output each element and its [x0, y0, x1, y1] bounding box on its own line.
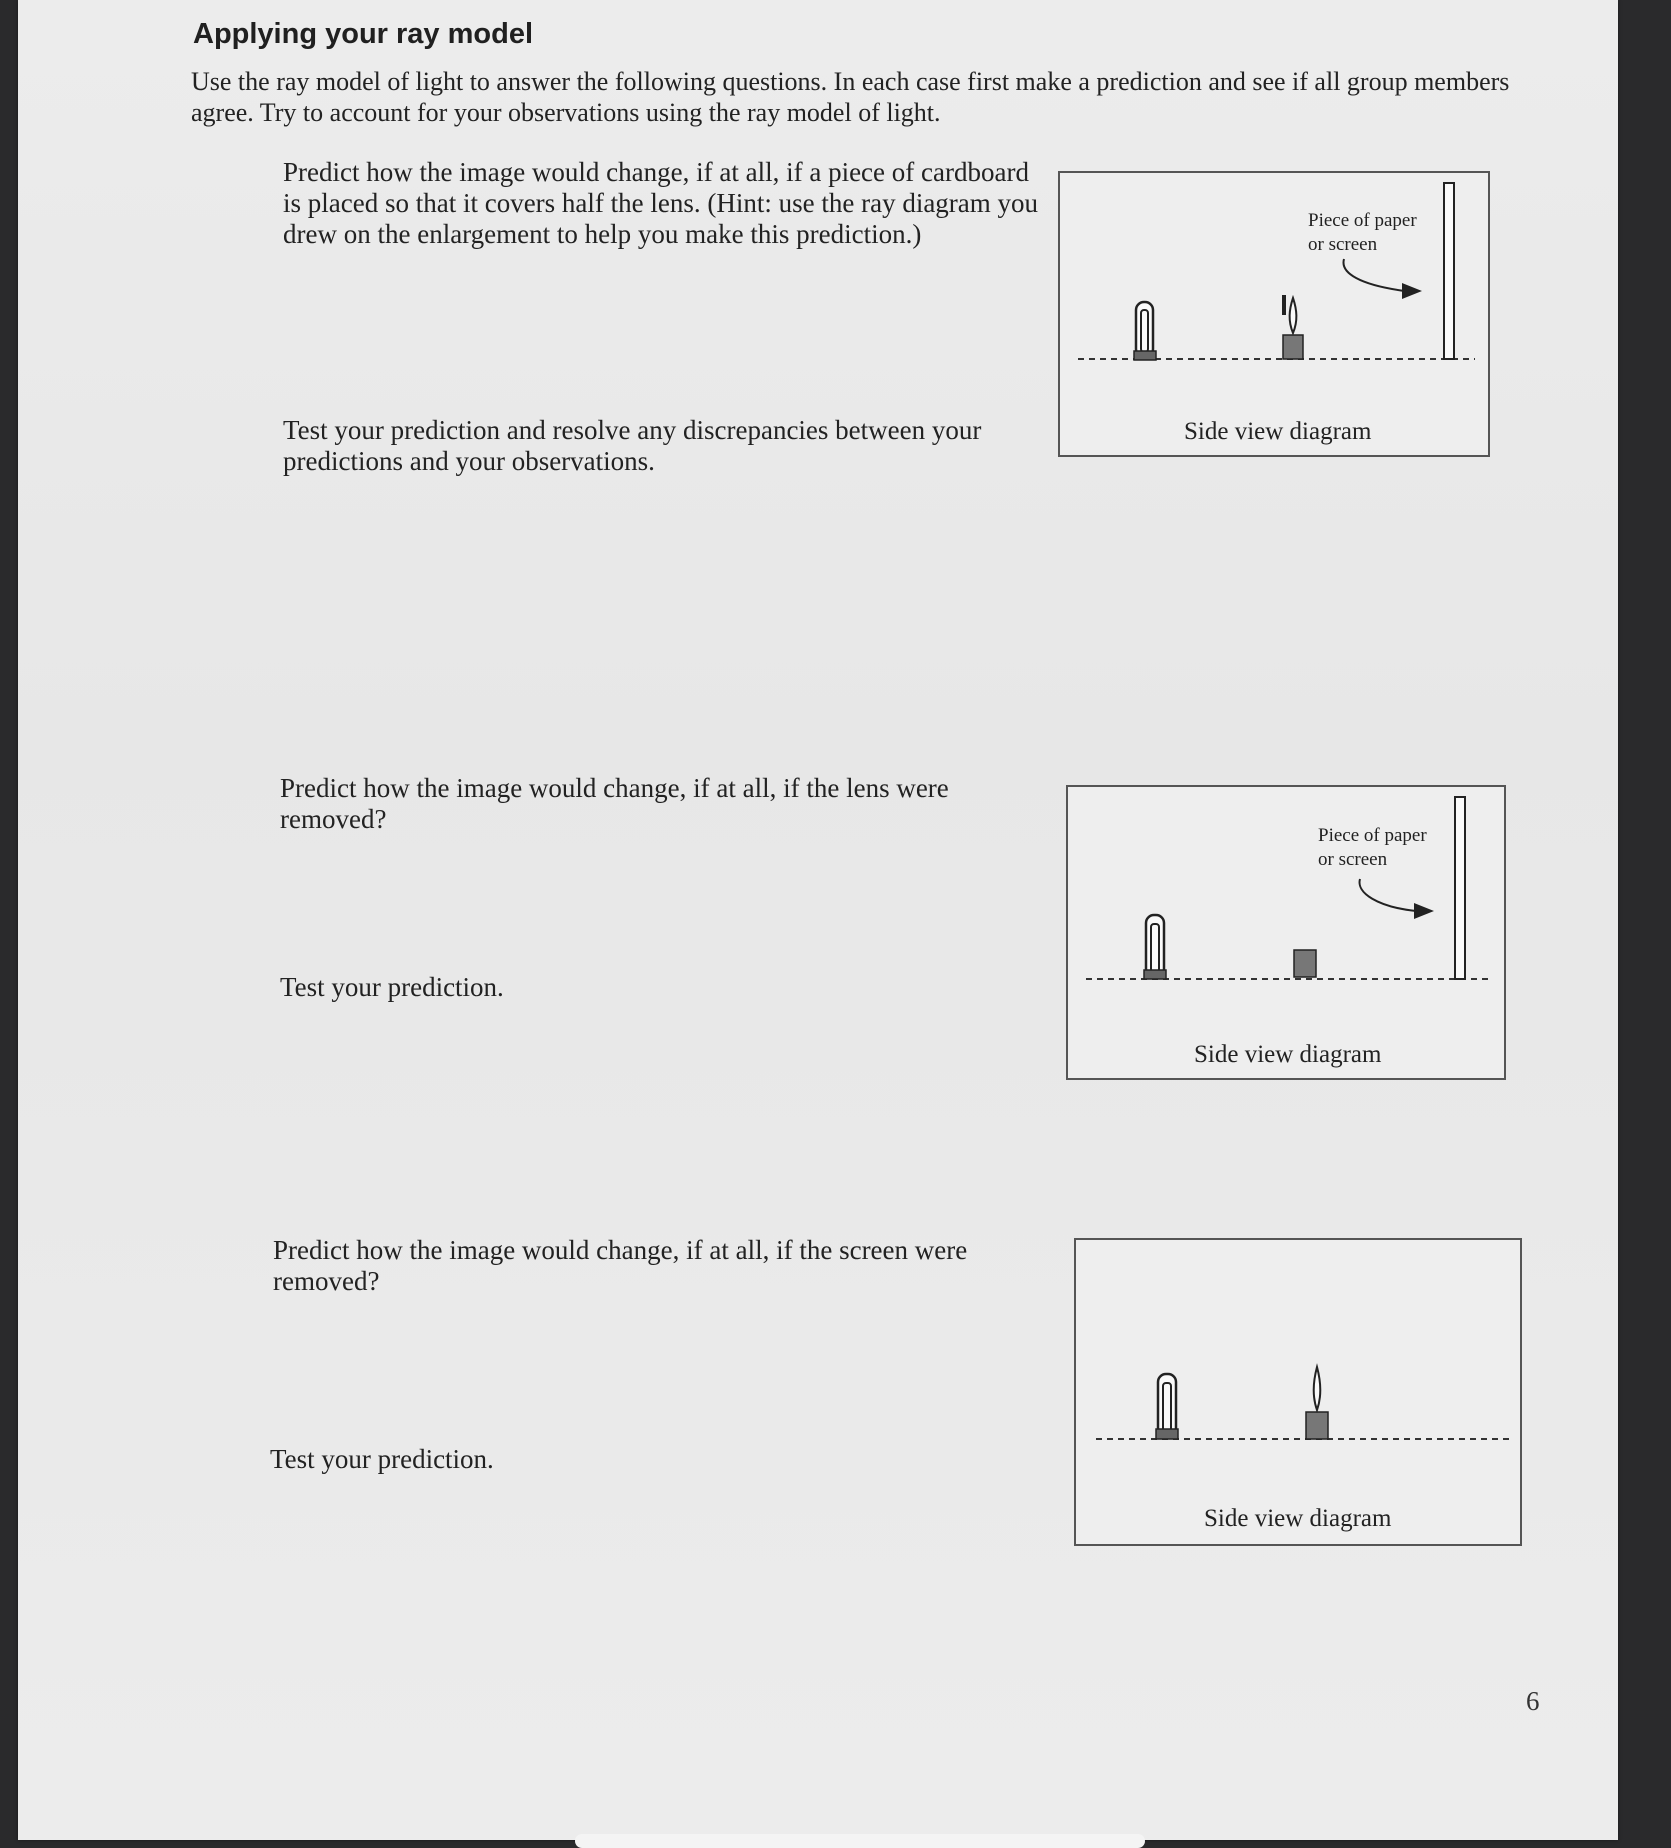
home-indicator[interactable]	[575, 1834, 1145, 1848]
screen-label-2b: or screen	[1318, 849, 1388, 870]
intro-paragraph: Use the ray model of light to answer the following questions. In each case first make a prediction and see if all group members agree. Try to account for your observations using the ray model of light.	[191, 67, 1510, 127]
diagram-3	[1074, 1238, 1522, 1546]
candle-lens-icon	[1282, 295, 1303, 359]
question-3-test: Test your prediction.	[270, 1444, 494, 1474]
question-2-prompt: Predict how the image would change, if at all, if the lens were removed?	[280, 773, 949, 834]
section-heading: Applying your ray model	[193, 18, 533, 50]
question-1-prompt: Predict how the image would change, if at all, if a piece of cardboard is placed so that it covers half the lens. (Hint: use the ray diagram you drew on the enlargement to help you make this prediction.)	[283, 157, 1039, 249]
diagram-3-drawing	[1076, 1240, 1520, 1544]
diagram-2-caption: Side view diagram	[1194, 1041, 1382, 1068]
question-1-test: Test your prediction and resolve any discrepancies between your predictions and your observations.	[283, 415, 982, 476]
screen-icon	[1444, 183, 1454, 359]
diagram-2	[1066, 785, 1506, 1080]
light-bulb-icon	[1156, 1374, 1178, 1439]
lens-holder-icon	[1294, 950, 1316, 977]
question-2-test: Test your prediction.	[280, 972, 504, 1002]
screen-label-1a: Piece of paper	[1308, 210, 1417, 231]
diagram-2-drawing	[1068, 787, 1504, 1078]
screen-label-2a: Piece of paper	[1318, 825, 1427, 846]
light-bulb-icon	[1134, 302, 1156, 360]
question-3-prompt: Predict how the image would change, if at all, if the screen were removed?	[273, 1235, 968, 1296]
diagram-1	[1058, 171, 1490, 457]
arrow-icon	[1344, 259, 1422, 299]
cardboard-piece	[1282, 295, 1286, 315]
screen-label-1b: or screen	[1308, 234, 1378, 255]
diagram-1-caption: Side view diagram	[1184, 418, 1372, 445]
diagram-3-caption: Side view diagram	[1204, 1505, 1392, 1532]
light-bulb-icon	[1144, 915, 1166, 979]
candle-lens-icon	[1306, 1367, 1328, 1439]
page-number: 6	[1526, 1686, 1540, 1716]
screen-icon	[1455, 797, 1465, 979]
worksheet-page	[18, 0, 1618, 1840]
arrow-icon	[1360, 879, 1434, 919]
diagram-1-drawing	[1060, 173, 1488, 455]
